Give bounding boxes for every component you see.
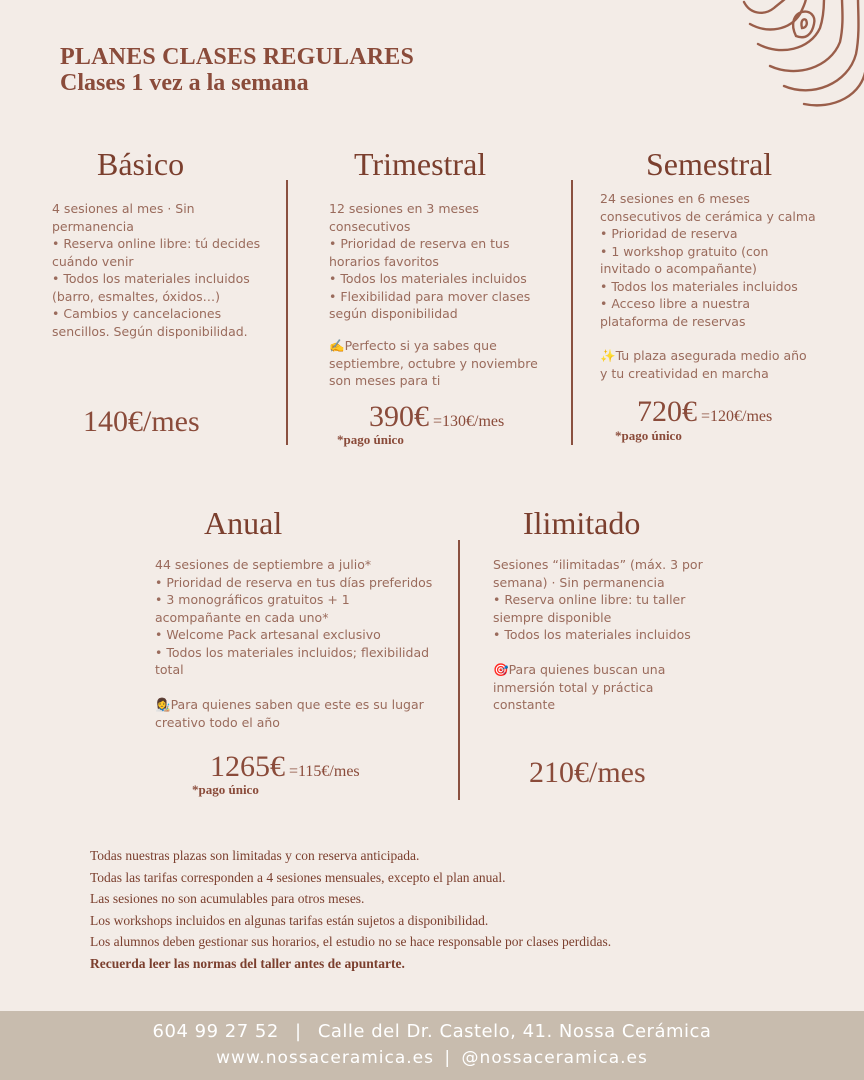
price-per-month: =130€/mes (433, 413, 505, 430)
plan-price-basico (83, 405, 200, 439)
title-line-1: PLANES CLASES REGULARES (60, 44, 415, 70)
plan-note-trimestral: *pago único (337, 432, 404, 447)
price-per-month: =115€/mes (289, 763, 360, 780)
plan-description-basico: 4 sesiones al mes · Sin permanencia • Reserva online libre: tú decides cuándo venir • Todos los materiales incluidos (barro, esmaltes, óxidos…) • Cambios y cancelaciones sencillos. Según disponibilidad. (52, 201, 261, 339)
plan-price-trimestral (369, 400, 504, 434)
note-line: Los workshops incluidos en algunas tarifas están sujetos a disponibilidad. (90, 912, 489, 928)
footer-row-contact (0, 1021, 864, 1042)
note-line: Todas las tarifas corresponden a 4 sesiones mensuales, excepto el plan anual. (90, 869, 506, 885)
page-title (60, 44, 414, 96)
plan-price-ilimitado (529, 756, 646, 790)
footer-address: Calle del Dr. Castelo, 41. Nossa Cerámica (317, 1021, 712, 1042)
plan-title-semestral: Semestral (646, 146, 773, 182)
plan-title-basico: Básico (97, 146, 185, 182)
footer-row-web (0, 1048, 864, 1068)
price-per-month: =120€/mes (701, 408, 773, 425)
divider-3 (458, 540, 460, 800)
contact-footer (0, 1011, 864, 1080)
note-line-bold: Recuerda leer las normas del taller antes de apuntarte. (90, 955, 405, 971)
wood-grain-decoration (740, 0, 864, 108)
plan-title-anual: Anual (204, 505, 283, 541)
footer-separator: | (295, 1021, 302, 1042)
divider-2 (571, 180, 573, 445)
title-line-2: Clases 1 vez a la semana (60, 70, 309, 96)
plan-description-anual: 44 sesiones de septiembre a julio* • Prioridad de reserva en tus días preferidos • 3 monográficos gratuitos + 1 acompañante en cada uno* • Welcome Pack artesanal exclusivo • Todos los materiales incluidos; flexibilidad total (155, 557, 433, 677)
divider-1 (286, 180, 288, 445)
plan-note-anual: *pago único (192, 782, 259, 797)
price-value: 720€ (637, 395, 697, 428)
plan-note-semestral: *pago único (615, 428, 682, 443)
plan-title-trimestral: Trimestral (354, 146, 487, 182)
footer-separator: | (444, 1048, 452, 1068)
plan-title-ilimitado: Ilimitado (523, 505, 641, 541)
plan-price-anual (210, 750, 360, 784)
conditions-notes (90, 845, 611, 974)
footer-website[interactable]: www.nossaceramica.es (216, 1048, 434, 1068)
note-line: Todas nuestras plazas son limitadas y con reserva anticipada. (90, 848, 420, 863)
plan-description-trimestral: 12 sesiones en 3 meses consecutivos • Prioridad de reserva en tus horarios favoritos • Todos los materiales incluidos • Flexibilidad para mover clases según disponibilidad (329, 201, 531, 321)
price-value: 210€/mes (529, 756, 646, 789)
plan-highlight-ilimitado: 🎯Para quienes buscan una inmersión total y práctica constante (493, 662, 666, 712)
plan-description-ilimitado: Sesiones “ilimitadas” (máx. 3 por semana) · Sin permanencia • Reserva online libre: tu taller siempre disponible • Todos los materiales incluidos (493, 557, 703, 642)
price-value: 1265€ (210, 750, 285, 783)
price-value: 140€/mes (83, 405, 200, 438)
plan-highlight-semestral: ✨Tu plaza asegurada medio año y tu creatividad en marcha (600, 348, 807, 381)
footer-instagram[interactable]: @nossaceramica.es (461, 1048, 648, 1068)
plan-highlight-trimestral: ✍️Perfecto si ya sabes que septiembre, octubre y noviembre son meses para ti (329, 338, 538, 388)
footer-phone[interactable]: 604 99 27 52 (152, 1021, 279, 1042)
price-value: 390€ (369, 400, 429, 433)
plan-price-semestral (637, 395, 772, 429)
note-line: Las sesiones no son acumulables para otros meses. (90, 891, 365, 906)
plan-highlight-anual: 👩‍🎨Para quienes saben que este es su lugar creativo todo el año (155, 697, 424, 730)
plan-description-semestral: 24 sesiones en 6 meses consecutivos de cerámica y calma • Prioridad de reserva • 1 workshop gratuito (con invitado o acompañante) • Todos los materiales incluidos • Acceso libre a nuestra plataforma de reservas (600, 191, 816, 329)
note-line: Los alumnos deben gestionar sus horarios, el estudio no se hace responsable por clases perdidas. (90, 934, 612, 949)
